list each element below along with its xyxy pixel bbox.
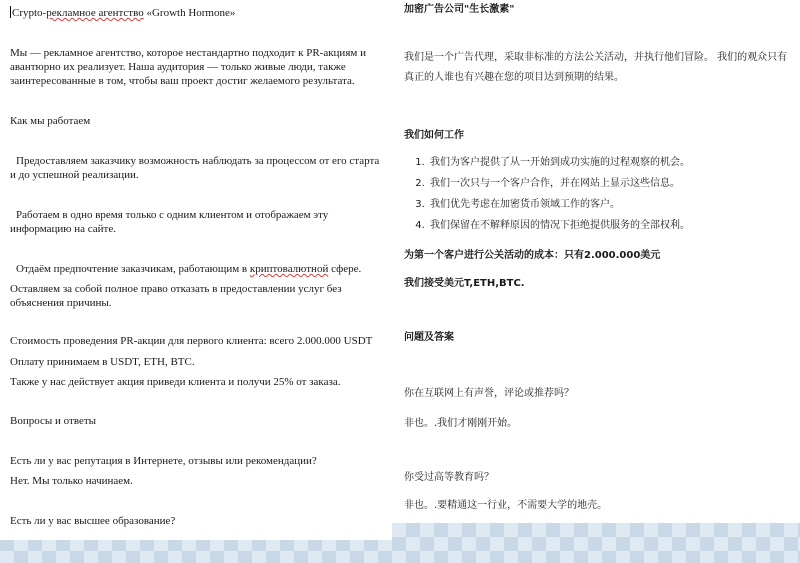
question-education: 你受过高等教育吗？ <box>404 472 494 483</box>
question-reputation: 你在互联网上有声誉，评论或推荐吗？ <box>404 388 574 399</box>
question-education: Есть ли у вас высшее образование? <box>10 515 176 527</box>
document-title: 加密广告公司"生长激素" <box>404 4 515 15</box>
paragraph-refuse-right: Оставляем за собой полное право отказать в предоставлении услуг без объяснения причины. <box>10 283 342 309</box>
document-page-chinese[interactable] <box>394 0 800 522</box>
promo-line: Также у нас действует акция приведи клиента и получи 25% от заказа. <box>10 376 341 388</box>
work-steps-list <box>404 152 792 236</box>
section-heading-how: 我们如何工作 <box>404 130 464 141</box>
payment-line: 我们接受美元T,ETH,BTC. <box>404 278 525 289</box>
payment-line: Оплату принимаем в USDT, ETH, BTC. <box>10 356 195 368</box>
document-title: Crypto-рекламное агентство «Growth Hormone» <box>12 7 236 19</box>
answer-reputation: 非也。.我们才刚刚开始。 <box>404 418 518 429</box>
text-cursor <box>10 6 11 18</box>
section-heading-how: Как мы работаем <box>10 115 91 127</box>
answer-reputation: Нет. Мы только начинаем. <box>10 475 133 487</box>
list-item: 3. 我们优先考虑在加密货币领域工作的客户。 <box>428 194 792 215</box>
section-heading-faq: 问题及答案 <box>404 332 454 343</box>
intro-paragraph: Мы — рекламное агентство, которое нестандартно подходит к PR-акциям и авантюрно их реализует. Наша аудитория — только живые люди, также заинтересованные в том, чтобы ваш проект достиг желаемого результата. <box>10 47 366 87</box>
cost-line: 为第一个客户进行公关活动的成本：只有2.000.000美元 <box>404 250 661 261</box>
list-item: 2. 我们一次只与一个客户合作，并在网站上显示这些信息。 <box>428 173 792 194</box>
section-heading-faq: Вопросы и ответы <box>10 415 97 427</box>
paragraph-crypto-preference: Отдаём предпочтение заказчикам, работающим в криптовалютной сфере. <box>16 263 362 275</box>
document-page-russian[interactable] <box>0 0 392 540</box>
paragraph-observe: Предоставляем заказчику возможность наблюдать за процессом от его старта и до успешной реализации. <box>10 155 380 181</box>
answer-education: 非也。.要精通这一行业，不需要大学的地壳。 <box>404 500 608 511</box>
list-item: 4. 我们保留在不解释原因的情况下拒绝提供服务的全部权利。 <box>428 215 792 236</box>
question-reputation: Есть ли у вас репутация в Интернете, отзывы или рекомендации? <box>10 455 317 467</box>
list-item: 1. 我们为客户提供了从一开始到成功实施的过程观察的机会。 <box>428 152 792 173</box>
paragraph-one-client: Работаем в одно время только с одним клиентом и отображаем эту информацию на сайте. <box>10 209 329 235</box>
intro-paragraph: 我们是一个广告代理，采取非标准的方法公关活动，并执行他们冒险。 我们的观众只有真正的人谁也有兴趣在您的项目达到预期的结果。 <box>404 52 788 83</box>
cost-line: Стоимость проведения PR-акции для первого клиента: всего 2.000.000 USDT <box>10 335 373 347</box>
